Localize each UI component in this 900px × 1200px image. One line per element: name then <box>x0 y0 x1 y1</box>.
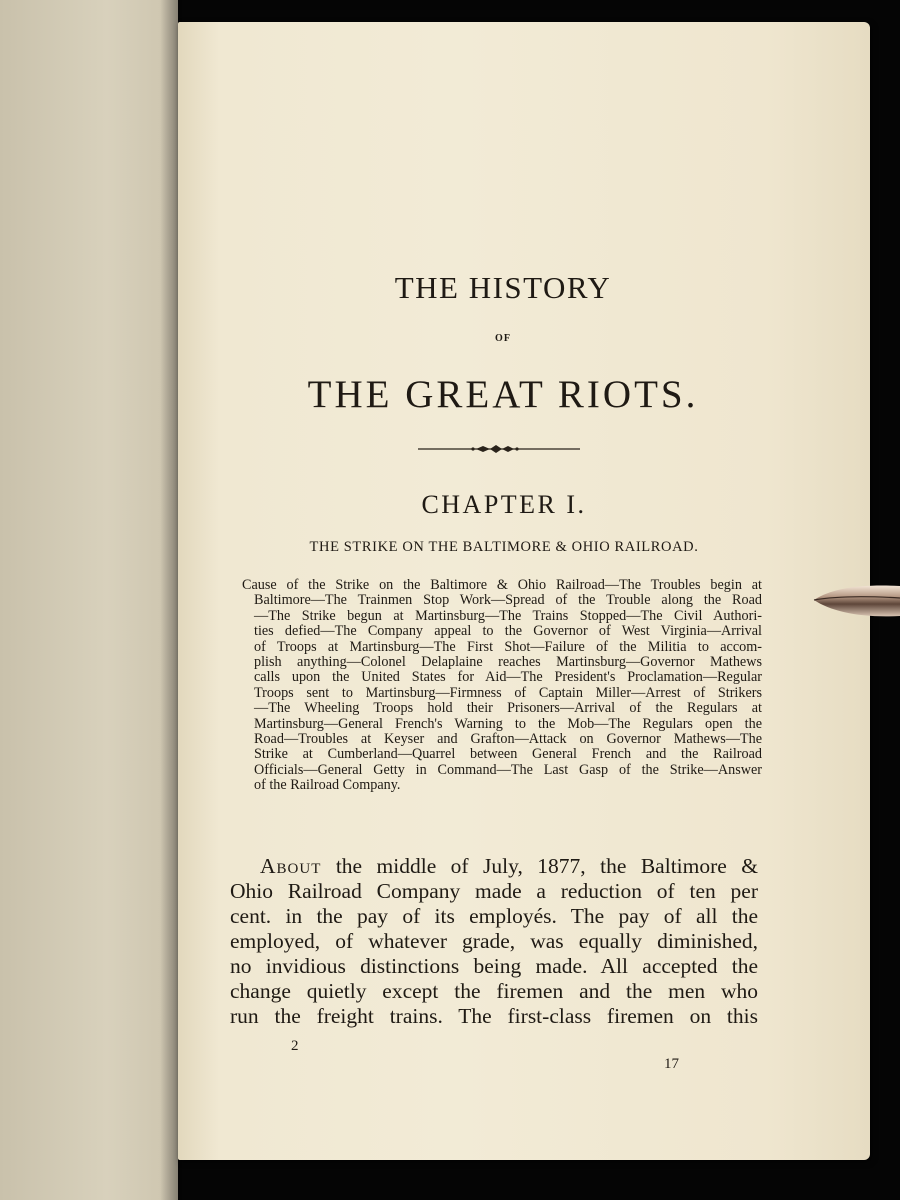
body-line: Ohio Railroad Company made a reduction of ten per <box>230 879 758 903</box>
signature-mark: 2 <box>291 1038 299 1054</box>
book-page <box>178 22 870 1160</box>
synopsis-line: of Troops at Martinsburg—The First Shot—Failure of the Militia to accom- <box>254 638 762 655</box>
synopsis-line: Troops sent to Martinsburg—Firmness of Captain Miller—Arrest of Strikers <box>254 684 762 701</box>
body-line-text: the middle of July, 1877, the Baltimore & <box>335 854 758 878</box>
body-paragraph <box>230 854 758 1029</box>
synopsis-line: of the Railroad Company. <box>254 777 401 794</box>
synopsis-line: Officials—General Getty in Command—The Last Gasp of the Strike—Answer <box>254 761 762 778</box>
synopsis-line: —The Wheeling Troops hold their Prisoners—Arrival of the Regulars at <box>254 700 762 717</box>
body-line: run the freight trains. The first-class firemen on this <box>230 1004 758 1028</box>
synopsis-line: Road—Troubles at Keyser and Grafton—Attack on Governor Mathews—The <box>254 731 762 748</box>
body-line: no invidious distinctions being made. All accepted the <box>230 954 758 978</box>
synopsis-line: calls upon the United States for Aid—The President's Proclamation—Regular <box>254 669 762 686</box>
title-of: OF <box>495 333 511 344</box>
body-line: cent. in the pay of its employés. The pay of all the <box>230 904 758 928</box>
chapter-heading: CHAPTER I. <box>421 490 587 519</box>
body-line: employed, of whatever grade, was equally diminished, <box>230 929 758 953</box>
chapter-subtitle: THE STRIKE ON THE BALTIMORE & OHIO RAILROAD. <box>309 539 699 555</box>
synopsis-line: Baltimore—The Trainmen Stop Work—Spread of the Trouble along the Road <box>254 592 762 609</box>
left-page-edge <box>0 0 178 1200</box>
synopsis-line: ties defied—The Company appeal to the Governor of West Virginia—Arrival <box>254 623 762 640</box>
page-number: 17 <box>664 1056 679 1072</box>
synopsis-line: Strike at Cumberland—Quarrel between General French and the Railroad <box>254 746 762 763</box>
synopsis-line: Cause of the Strike on the Baltimore & Ohio Railroad—The Troubles begin at <box>242 577 762 593</box>
synopsis-line: Martinsburg—General French's Warning to the Mob—The Regulars open the <box>254 715 762 732</box>
title-line-2: THE GREAT RIOTS. <box>307 373 699 416</box>
title-line-1: THE HISTORY <box>394 270 612 305</box>
body-line: change quietly except the firemen and the men who <box>230 979 758 1003</box>
pen-tip-icon <box>812 578 900 624</box>
synopsis-line: —The Strike begun at Martinsburg—The Trains Stopped—The Civil Authori- <box>254 607 762 624</box>
page-content <box>178 22 870 1160</box>
chapter-synopsis <box>242 578 762 794</box>
ornamental-rule-icon <box>418 442 580 456</box>
synopsis-line: plish anything—Colonel Delaplaine reaches Martinsburg—Governor Mathews <box>254 654 762 671</box>
opening-word: About <box>260 854 322 878</box>
body-line <box>230 854 758 879</box>
